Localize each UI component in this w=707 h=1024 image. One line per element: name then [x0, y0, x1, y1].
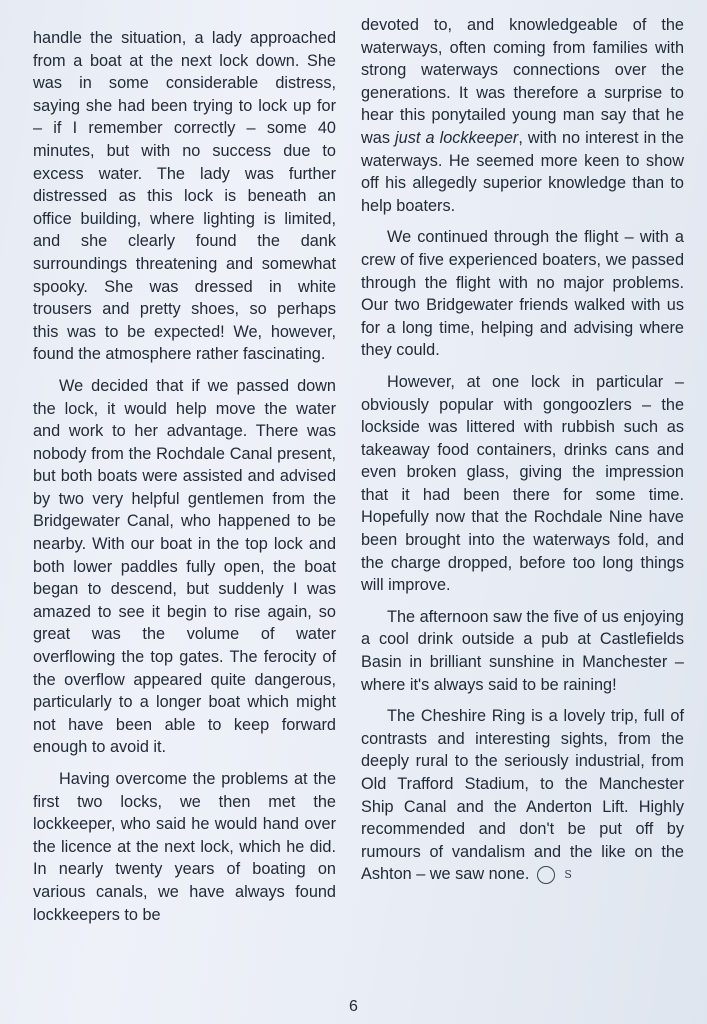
end-of-article-icon: S [537, 866, 555, 884]
right-paragraph-1-start: devoted to, and knowledgeable of the waterways, often coming from families with strong waterways connections over the generations. It was therefore a surprise to hear this ponytailed young man say that he was [361, 16, 684, 147]
left-paragraph-2: We decided that if we passed down the lock, it would help move the water and work to her advantage. There was nobody from the Rochdale Canal present, but both boats were assisted and advised by two very helpful gentlemen from the Bridgewater Canal, who happened to be nearby. With our boat in the top lock and both lower paddles fully open, the boat began to descend, but suddenly I was amazed to see it begin to rise again, so great was the volume of water overflowing the top gates. The ferocity of the overflow appeared quite dangerous, particularly to a longer boat which might not have been able to keep forward enough to avoid it. [33, 376, 336, 757]
right-paragraph-3: However, at one lock in particular – obviously popular with gongoozlers – the lockside was littered with rubbish such as takeaway food containers, drinks cans and even broken glass, giving the impression that it had been there for some time. Hopefully now that the Rochdale Nine have been brought into the waterways fold, and the charge dropped, before too long things will improve. [361, 372, 684, 595]
left-paragraph-1: handle the situation, a lady approached from a boat at the next lock down. She was in some considerable distress, saying she had been trying to lock up for – if I remember correctly – some 40 minutes, but with no success due to excess water. The lady was further distressed as this lock is beneath an office building, where lighting is limited, and she clearly found the dank surroundings threatening and somewhat spooky. She was dressed in white trousers and pretty shoes, so perhaps this was to be expected! We, however, found the atmosphere rather fascinating. [33, 29, 336, 364]
right-paragraph-5-text: The Cheshire Ring is a lovely trip, full of contrasts and interesting sights, from the deeply rural to the seriously industrial, from Old Trafford Stadium, to the Manchester Ship Canal and the Anderton Lift. Highly recommended and don't be put off by rumours of vandalism and the like on the Ashton – we saw none. [361, 707, 684, 884]
page-number: 6 [349, 998, 358, 1015]
right-paragraph-5 [361, 705, 684, 886]
left-column [33, 14, 336, 935]
right-paragraph-1-end: , with no interest in the waterways. He seemed more keen to show off his allegedly superior knowledge than to help boaters. [361, 128, 684, 215]
right-paragraph-1-emphasis: just a lockkeeper [395, 128, 519, 147]
right-column [361, 14, 684, 895]
right-paragraph-4: The afternoon saw the five of us enjoying a cool drink outside a pub at Castlefields Basin in brilliant sunshine in Manchester – where it's always said to be raining! [361, 607, 684, 694]
left-paragraph-3: Having overcome the problems at the first two locks, we then met the lockkeeper, who said he would hand over the licence at the next lock, which he did. In nearly twenty years of boating on various canals, we have always found lockkeepers to be [33, 770, 336, 924]
right-paragraph-1 [361, 14, 684, 217]
right-paragraph-2: We continued through the flight – with a crew of five experienced boaters, we passed through the flight with no major problems. Our two Bridgewater friends walked with us for a long time, helping and advising where they could. [361, 228, 684, 360]
